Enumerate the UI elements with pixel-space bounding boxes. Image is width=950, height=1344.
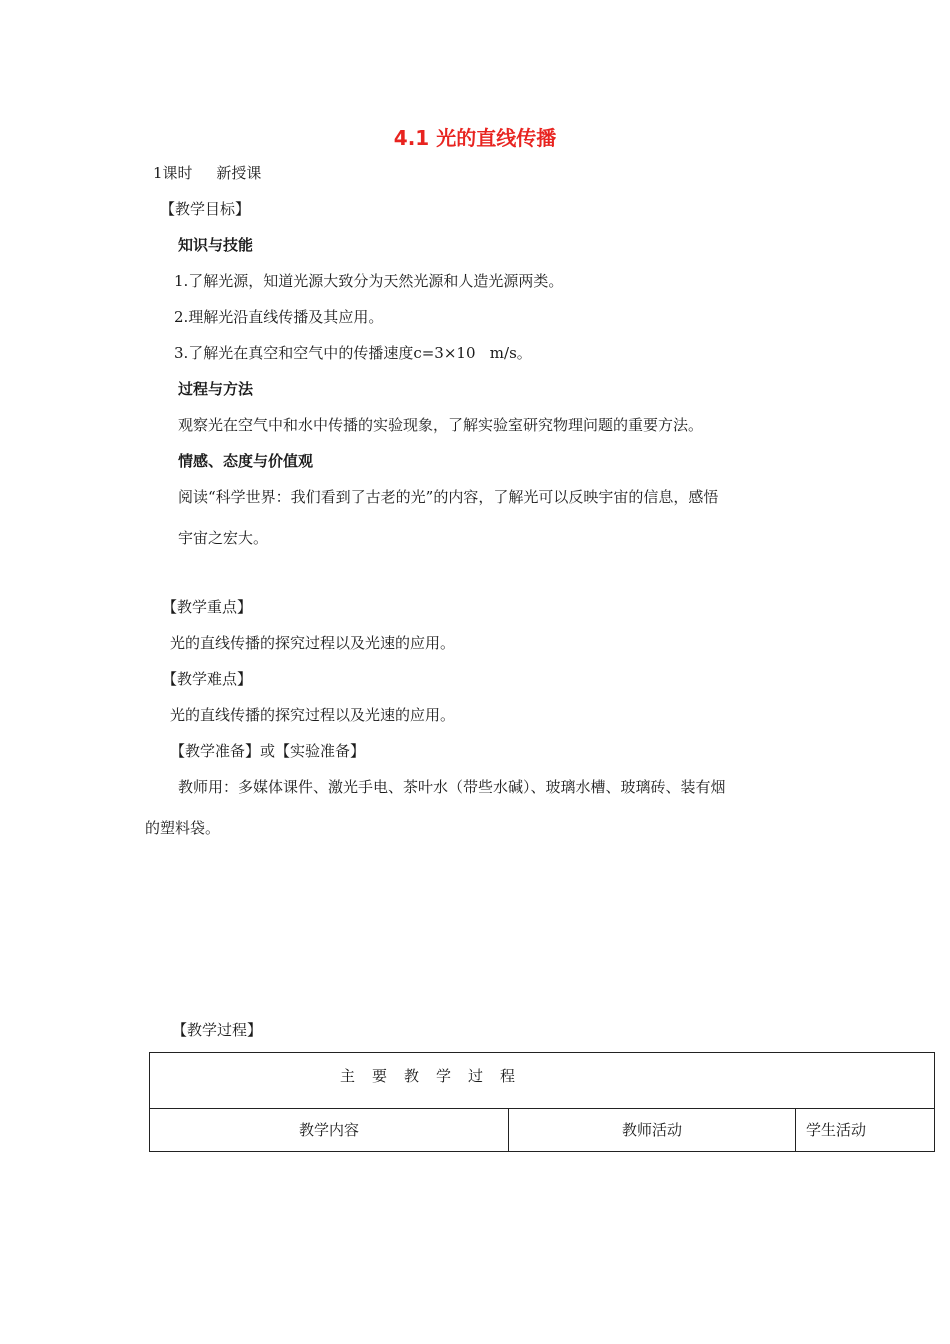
knowledge-skills-heading: 知识与技能 bbox=[178, 236, 254, 254]
difficult-point-heading: 【教学难点】 bbox=[162, 670, 253, 688]
difficult-point-text: 光的直线传播的探究过程以及光速的应用。 bbox=[170, 706, 456, 724]
column-student-activity: 学生活动 bbox=[796, 1109, 935, 1152]
teaching-process-heading: 【教学过程】 bbox=[172, 1021, 263, 1039]
objectives-heading: 【教学目标】 bbox=[160, 200, 251, 218]
emotion-text-line1: 阅读“科学世界：我们看到了古老的光”的内容，了解光可以反映宇宙的信息，感悟 bbox=[178, 488, 719, 506]
key-point-text: 光的直线传播的探究过程以及光速的应用。 bbox=[170, 634, 456, 652]
objective-item-1: 1.了解光源，知道光源大致分为天然光源和人造光源两类。 bbox=[174, 272, 564, 290]
table-header-row bbox=[150, 1053, 935, 1109]
emotion-text-line2: 宇宙之宏大。 bbox=[178, 529, 269, 547]
process-method-heading: 过程与方法 bbox=[178, 380, 254, 398]
teaching-process-table bbox=[149, 1052, 935, 1152]
preparation-heading: 【教学准备】或【实验准备】 bbox=[170, 742, 366, 760]
column-teaching-content: 教学内容 bbox=[150, 1109, 509, 1152]
column-teacher-activity: 教师活动 bbox=[509, 1109, 796, 1152]
preparation-text-line2: 的塑料袋。 bbox=[145, 819, 221, 837]
emotion-attitude-heading: 情感、态度与价值观 bbox=[178, 452, 314, 470]
table-title: 主要教学过程 bbox=[340, 1067, 533, 1085]
process-method-text: 观察光在空气中和水中传播的实验现象，了解实验室研究物理问题的重要方法。 bbox=[178, 416, 704, 434]
preparation-text-line1: 教师用：多媒体课件、激光手电、茶叶水（带些水碱）、玻璃水槽、玻璃砖、装有烟 bbox=[178, 778, 726, 796]
objective-item-3: 3.了解光在真空和空气中的传播速度c=3×10 m/s。 bbox=[174, 344, 532, 362]
key-point-heading: 【教学重点】 bbox=[162, 598, 253, 616]
page-title: 4.1 光的直线传播 bbox=[393, 126, 557, 150]
lesson-meta: 1课时 新授课 bbox=[153, 164, 262, 182]
table-column-row bbox=[150, 1109, 935, 1152]
table-title-cell bbox=[150, 1053, 935, 1109]
objective-item-2: 2.理解光沿直线传播及其应用。 bbox=[174, 308, 384, 326]
